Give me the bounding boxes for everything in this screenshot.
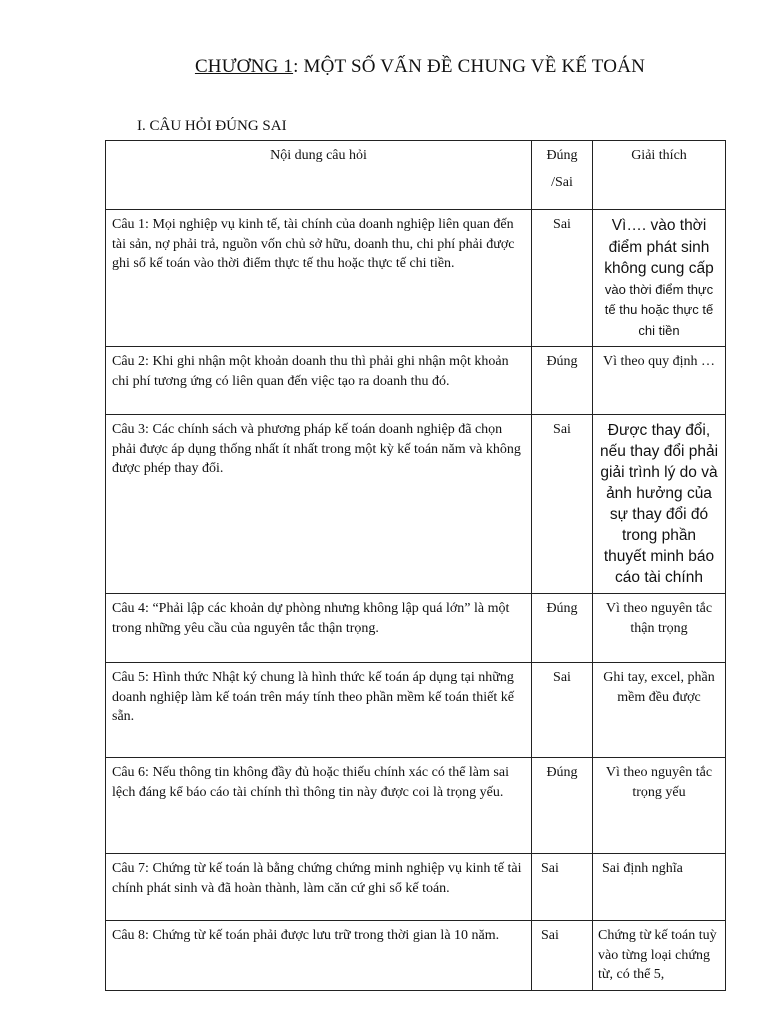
table-row bbox=[106, 210, 726, 347]
explain-cell: Ghi tay, excel, phần mềm đều được bbox=[593, 663, 726, 758]
answer-cell: Sai bbox=[532, 663, 593, 758]
answer-cell: Sai bbox=[532, 921, 593, 991]
header-answer-top: Đúng bbox=[546, 148, 578, 163]
page-title bbox=[0, 56, 768, 78]
table-row bbox=[106, 921, 726, 991]
table-row bbox=[106, 415, 726, 594]
question-text: Câu 1: Mọi nghiệp vụ kinh tế, tài chính của doanh nghiệp liên quan đến tài sản, nợ phải trả, nguồn vốn chủ sở hữu, doanh thu, chi phí phải được ghi sổ kế toán vào thời điểm thực tế thu hoặc thực tế chi tiền. bbox=[106, 210, 532, 347]
explain-cell: Được thay đổi, nếu thay đổi phải giải trình lý do và ảnh hưởng của sự thay đổi đó trong phần thuyết minh báo cáo tài chính bbox=[593, 415, 726, 594]
table-row bbox=[106, 347, 726, 415]
answer-cell: Đúng bbox=[532, 594, 593, 663]
explain-cell: Vì theo quy định … bbox=[593, 347, 726, 415]
table-row bbox=[106, 663, 726, 758]
question-text: Câu 5: Hình thức Nhật ký chung là hình thức kế toán áp dụng tại những doanh nghiệp làm kế toán trên máy tính theo phần mềm kế toán thiết kế sẵn. bbox=[106, 663, 532, 758]
explain-cell: Vì theo nguyên tắc thận trọng bbox=[593, 594, 726, 663]
question-text: Câu 6: Nếu thông tin không đầy đủ hoặc thiếu chính xác có thể làm sai lệch đáng kể báo cáo tài chính thì thông tin này được coi là trọng yếu. bbox=[106, 758, 532, 854]
answer-cell: Sai bbox=[532, 415, 593, 594]
explain-text: Vì…. vào thời điểm phát sinh không cung cấp bbox=[604, 217, 714, 277]
question-text: Câu 2: Khi ghi nhận một khoản doanh thu thì phải ghi nhận một khoản chi phí tương ứng có liên quan đến việc tạo ra doanh thu đó. bbox=[106, 347, 532, 415]
section-heading: I. CÂU HỎI ĐÚNG SAI bbox=[137, 118, 287, 134]
answer-cell: Đúng bbox=[532, 347, 593, 415]
explain-cell: Chứng từ kế toán tuỳ vào từng loại chứng từ, có thể 5, bbox=[593, 921, 726, 991]
question-table bbox=[105, 140, 726, 991]
table-header-row bbox=[106, 141, 726, 210]
question-text: Câu 4: “Phải lập các khoản dự phòng nhưng không lập quá lớn” là một trong những yêu cầu của nguyên tắc thận trọng. bbox=[106, 594, 532, 663]
header-content: Nội dung câu hỏi bbox=[106, 141, 532, 210]
table-row bbox=[106, 594, 726, 663]
answer-cell: Sai bbox=[532, 210, 593, 347]
question-text: Câu 7: Chứng từ kế toán là bằng chứng chứng minh nghiệp vụ kinh tế tài chính phát sinh và đã hoàn thành, làm căn cứ ghi sổ kế toán. bbox=[106, 854, 532, 921]
chapter-label: CHƯƠNG 1 bbox=[194, 56, 294, 77]
explain-text-continued: vào thời điểm thực tế thu hoặc thực tế chi tiền bbox=[604, 281, 714, 338]
question-text: Câu 3: Các chính sách và phương pháp kế toán doanh nghiệp đã chọn phải được áp dụng thống nhất ít nhất trong một kỳ kế toán năm và không được phép thay đổi. bbox=[106, 415, 532, 594]
answer-cell: Đúng bbox=[532, 758, 593, 854]
table-row bbox=[106, 854, 726, 921]
answer-cell: Sai bbox=[532, 854, 593, 921]
question-text: Câu 8: Chứng từ kế toán phải được lưu trữ trong thời gian là 10 năm. bbox=[106, 921, 532, 991]
explain-cell: Sai định nghĩa bbox=[593, 854, 726, 921]
header-explain: Giải thích bbox=[593, 141, 726, 210]
header-answer-bottom: /Sai bbox=[551, 174, 573, 190]
header-answer bbox=[532, 141, 593, 210]
explain-cell: Vì theo nguyên tắc trọng yếu bbox=[593, 758, 726, 854]
table-row bbox=[106, 758, 726, 854]
explain-cell bbox=[593, 210, 726, 347]
chapter-title: : MỘT SỐ VẤN ĐỀ CHUNG VỀ KẾ TOÁN bbox=[293, 56, 646, 77]
